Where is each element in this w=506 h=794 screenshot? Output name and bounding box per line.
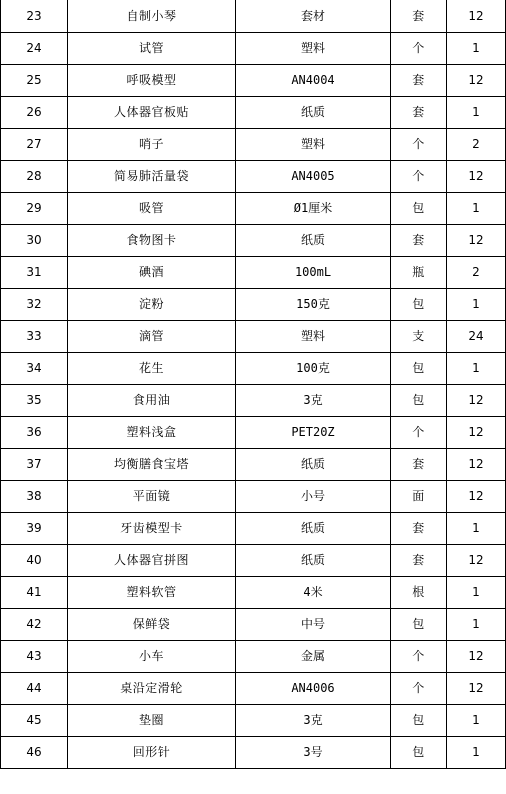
item-quantity-cell: 12 — [447, 672, 506, 704]
row-number-cell: 29 — [1, 192, 68, 224]
item-name-cell: 哨子 — [68, 128, 236, 160]
row-number-cell: 38 — [1, 480, 68, 512]
item-unit-cell: 包 — [391, 288, 447, 320]
item-unit-cell: 支 — [391, 320, 447, 352]
row-number-cell: 30 — [1, 224, 68, 256]
item-quantity-cell: 2 — [447, 128, 506, 160]
row-number-cell: 31 — [1, 256, 68, 288]
table-row — [1, 416, 506, 448]
item-quantity-cell: 1 — [447, 512, 506, 544]
item-name-cell: 保鲜袋 — [68, 608, 236, 640]
table-row — [1, 544, 506, 576]
table-row — [1, 160, 506, 192]
item-quantity-cell: 1 — [447, 288, 506, 320]
item-quantity-cell: 12 — [447, 384, 506, 416]
item-unit-cell: 套 — [391, 64, 447, 96]
table-row — [1, 96, 506, 128]
table-row — [1, 32, 506, 64]
row-number-cell: 26 — [1, 96, 68, 128]
item-spec-cell: 3号 — [236, 736, 391, 768]
table-row — [1, 128, 506, 160]
item-name-cell: 花生 — [68, 352, 236, 384]
item-unit-cell: 个 — [391, 128, 447, 160]
item-unit-cell: 包 — [391, 192, 447, 224]
row-number-cell: 25 — [1, 64, 68, 96]
row-number-cell: 41 — [1, 576, 68, 608]
item-name-cell: 碘酒 — [68, 256, 236, 288]
table-row — [1, 480, 506, 512]
item-name-cell: 淀粉 — [68, 288, 236, 320]
item-name-cell: 自制小琴 — [68, 0, 236, 32]
item-quantity-cell: 12 — [447, 640, 506, 672]
item-unit-cell: 个 — [391, 672, 447, 704]
item-name-cell: 垫圈 — [68, 704, 236, 736]
item-name-cell: 回形针 — [68, 736, 236, 768]
table-row — [1, 384, 506, 416]
row-number-cell: 39 — [1, 512, 68, 544]
item-quantity-cell: 1 — [447, 576, 506, 608]
item-name-cell: 牙齿模型卡 — [68, 512, 236, 544]
table-row — [1, 288, 506, 320]
row-number-cell: 32 — [1, 288, 68, 320]
row-number-cell: 23 — [1, 0, 68, 32]
table-row — [1, 512, 506, 544]
item-spec-cell: 3克 — [236, 704, 391, 736]
table-row — [1, 352, 506, 384]
item-quantity-cell: 12 — [447, 416, 506, 448]
table-row — [1, 640, 506, 672]
item-quantity-cell: 12 — [447, 480, 506, 512]
item-spec-cell: 100mL — [236, 256, 391, 288]
item-spec-cell: 纸质 — [236, 224, 391, 256]
table-row — [1, 224, 506, 256]
row-number-cell: 28 — [1, 160, 68, 192]
table-row — [1, 672, 506, 704]
row-number-cell: 45 — [1, 704, 68, 736]
table-row — [1, 448, 506, 480]
item-name-cell: 塑料浅盒 — [68, 416, 236, 448]
item-quantity-cell: 12 — [447, 160, 506, 192]
table-row — [1, 64, 506, 96]
item-unit-cell: 套 — [391, 96, 447, 128]
item-spec-cell: 100克 — [236, 352, 391, 384]
item-unit-cell: 包 — [391, 704, 447, 736]
row-number-cell: 33 — [1, 320, 68, 352]
table-row — [1, 736, 506, 768]
item-spec-cell: AN4006 — [236, 672, 391, 704]
item-name-cell: 食物图卡 — [68, 224, 236, 256]
item-name-cell: 塑料软管 — [68, 576, 236, 608]
row-number-cell: 40 — [1, 544, 68, 576]
item-unit-cell: 套 — [391, 224, 447, 256]
item-name-cell: 均衡膳食宝塔 — [68, 448, 236, 480]
row-number-cell: 35 — [1, 384, 68, 416]
item-spec-cell: AN4004 — [236, 64, 391, 96]
item-unit-cell: 根 — [391, 576, 447, 608]
item-spec-cell: 纸质 — [236, 448, 391, 480]
item-name-cell: 吸管 — [68, 192, 236, 224]
item-name-cell: 试管 — [68, 32, 236, 64]
item-unit-cell: 个 — [391, 160, 447, 192]
table-body — [1, 0, 506, 768]
item-quantity-cell: 1 — [447, 736, 506, 768]
item-name-cell: 桌沿定滑轮 — [68, 672, 236, 704]
item-spec-cell: 150克 — [236, 288, 391, 320]
row-number-cell: 44 — [1, 672, 68, 704]
row-number-cell: 46 — [1, 736, 68, 768]
item-spec-cell: 套材 — [236, 0, 391, 32]
item-quantity-cell: 1 — [447, 352, 506, 384]
item-unit-cell: 面 — [391, 480, 447, 512]
item-name-cell: 呼吸模型 — [68, 64, 236, 96]
item-spec-cell: 金属 — [236, 640, 391, 672]
item-spec-cell: 3克 — [236, 384, 391, 416]
item-name-cell: 小车 — [68, 640, 236, 672]
item-quantity-cell: 1 — [447, 192, 506, 224]
item-unit-cell: 个 — [391, 416, 447, 448]
item-unit-cell: 瓶 — [391, 256, 447, 288]
item-name-cell: 平面镜 — [68, 480, 236, 512]
row-number-cell: 27 — [1, 128, 68, 160]
table-row — [1, 320, 506, 352]
item-unit-cell: 包 — [391, 384, 447, 416]
item-spec-cell: 纸质 — [236, 96, 391, 128]
item-spec-cell: 中号 — [236, 608, 391, 640]
item-unit-cell: 包 — [391, 736, 447, 768]
item-quantity-cell: 12 — [447, 0, 506, 32]
item-unit-cell: 个 — [391, 32, 447, 64]
item-spec-cell: 塑料 — [236, 32, 391, 64]
table-row — [1, 0, 506, 32]
item-quantity-cell: 24 — [447, 320, 506, 352]
table-row — [1, 256, 506, 288]
item-quantity-cell: 1 — [447, 32, 506, 64]
item-name-cell: 人体器官板贴 — [68, 96, 236, 128]
row-number-cell: 36 — [1, 416, 68, 448]
row-number-cell: 34 — [1, 352, 68, 384]
item-name-cell: 简易肺活量袋 — [68, 160, 236, 192]
item-quantity-cell: 1 — [447, 96, 506, 128]
row-number-cell: 43 — [1, 640, 68, 672]
item-quantity-cell: 12 — [447, 64, 506, 96]
item-spec-cell: 塑料 — [236, 128, 391, 160]
item-spec-cell: Ø1厘米 — [236, 192, 391, 224]
item-quantity-cell: 12 — [447, 448, 506, 480]
item-quantity-cell: 1 — [447, 608, 506, 640]
item-spec-cell: 小号 — [236, 480, 391, 512]
item-name-cell: 人体器官拼图 — [68, 544, 236, 576]
item-spec-cell: 4米 — [236, 576, 391, 608]
row-number-cell: 37 — [1, 448, 68, 480]
item-name-cell: 食用油 — [68, 384, 236, 416]
item-unit-cell: 套 — [391, 0, 447, 32]
table-row — [1, 704, 506, 736]
item-quantity-cell: 12 — [447, 224, 506, 256]
table-row — [1, 576, 506, 608]
item-quantity-cell: 12 — [447, 544, 506, 576]
item-spec-cell: AN4005 — [236, 160, 391, 192]
item-name-cell: 滴管 — [68, 320, 236, 352]
item-unit-cell: 套 — [391, 448, 447, 480]
row-number-cell: 24 — [1, 32, 68, 64]
item-unit-cell: 套 — [391, 544, 447, 576]
table-row — [1, 608, 506, 640]
item-spec-cell: 纸质 — [236, 544, 391, 576]
table-row — [1, 192, 506, 224]
item-spec-cell: PET20Z — [236, 416, 391, 448]
item-spec-cell: 塑料 — [236, 320, 391, 352]
item-unit-cell: 套 — [391, 512, 447, 544]
item-spec-cell: 纸质 — [236, 512, 391, 544]
item-unit-cell: 包 — [391, 608, 447, 640]
item-quantity-cell: 1 — [447, 704, 506, 736]
item-quantity-cell: 2 — [447, 256, 506, 288]
item-unit-cell: 包 — [391, 352, 447, 384]
row-number-cell: 42 — [1, 608, 68, 640]
item-unit-cell: 个 — [391, 640, 447, 672]
